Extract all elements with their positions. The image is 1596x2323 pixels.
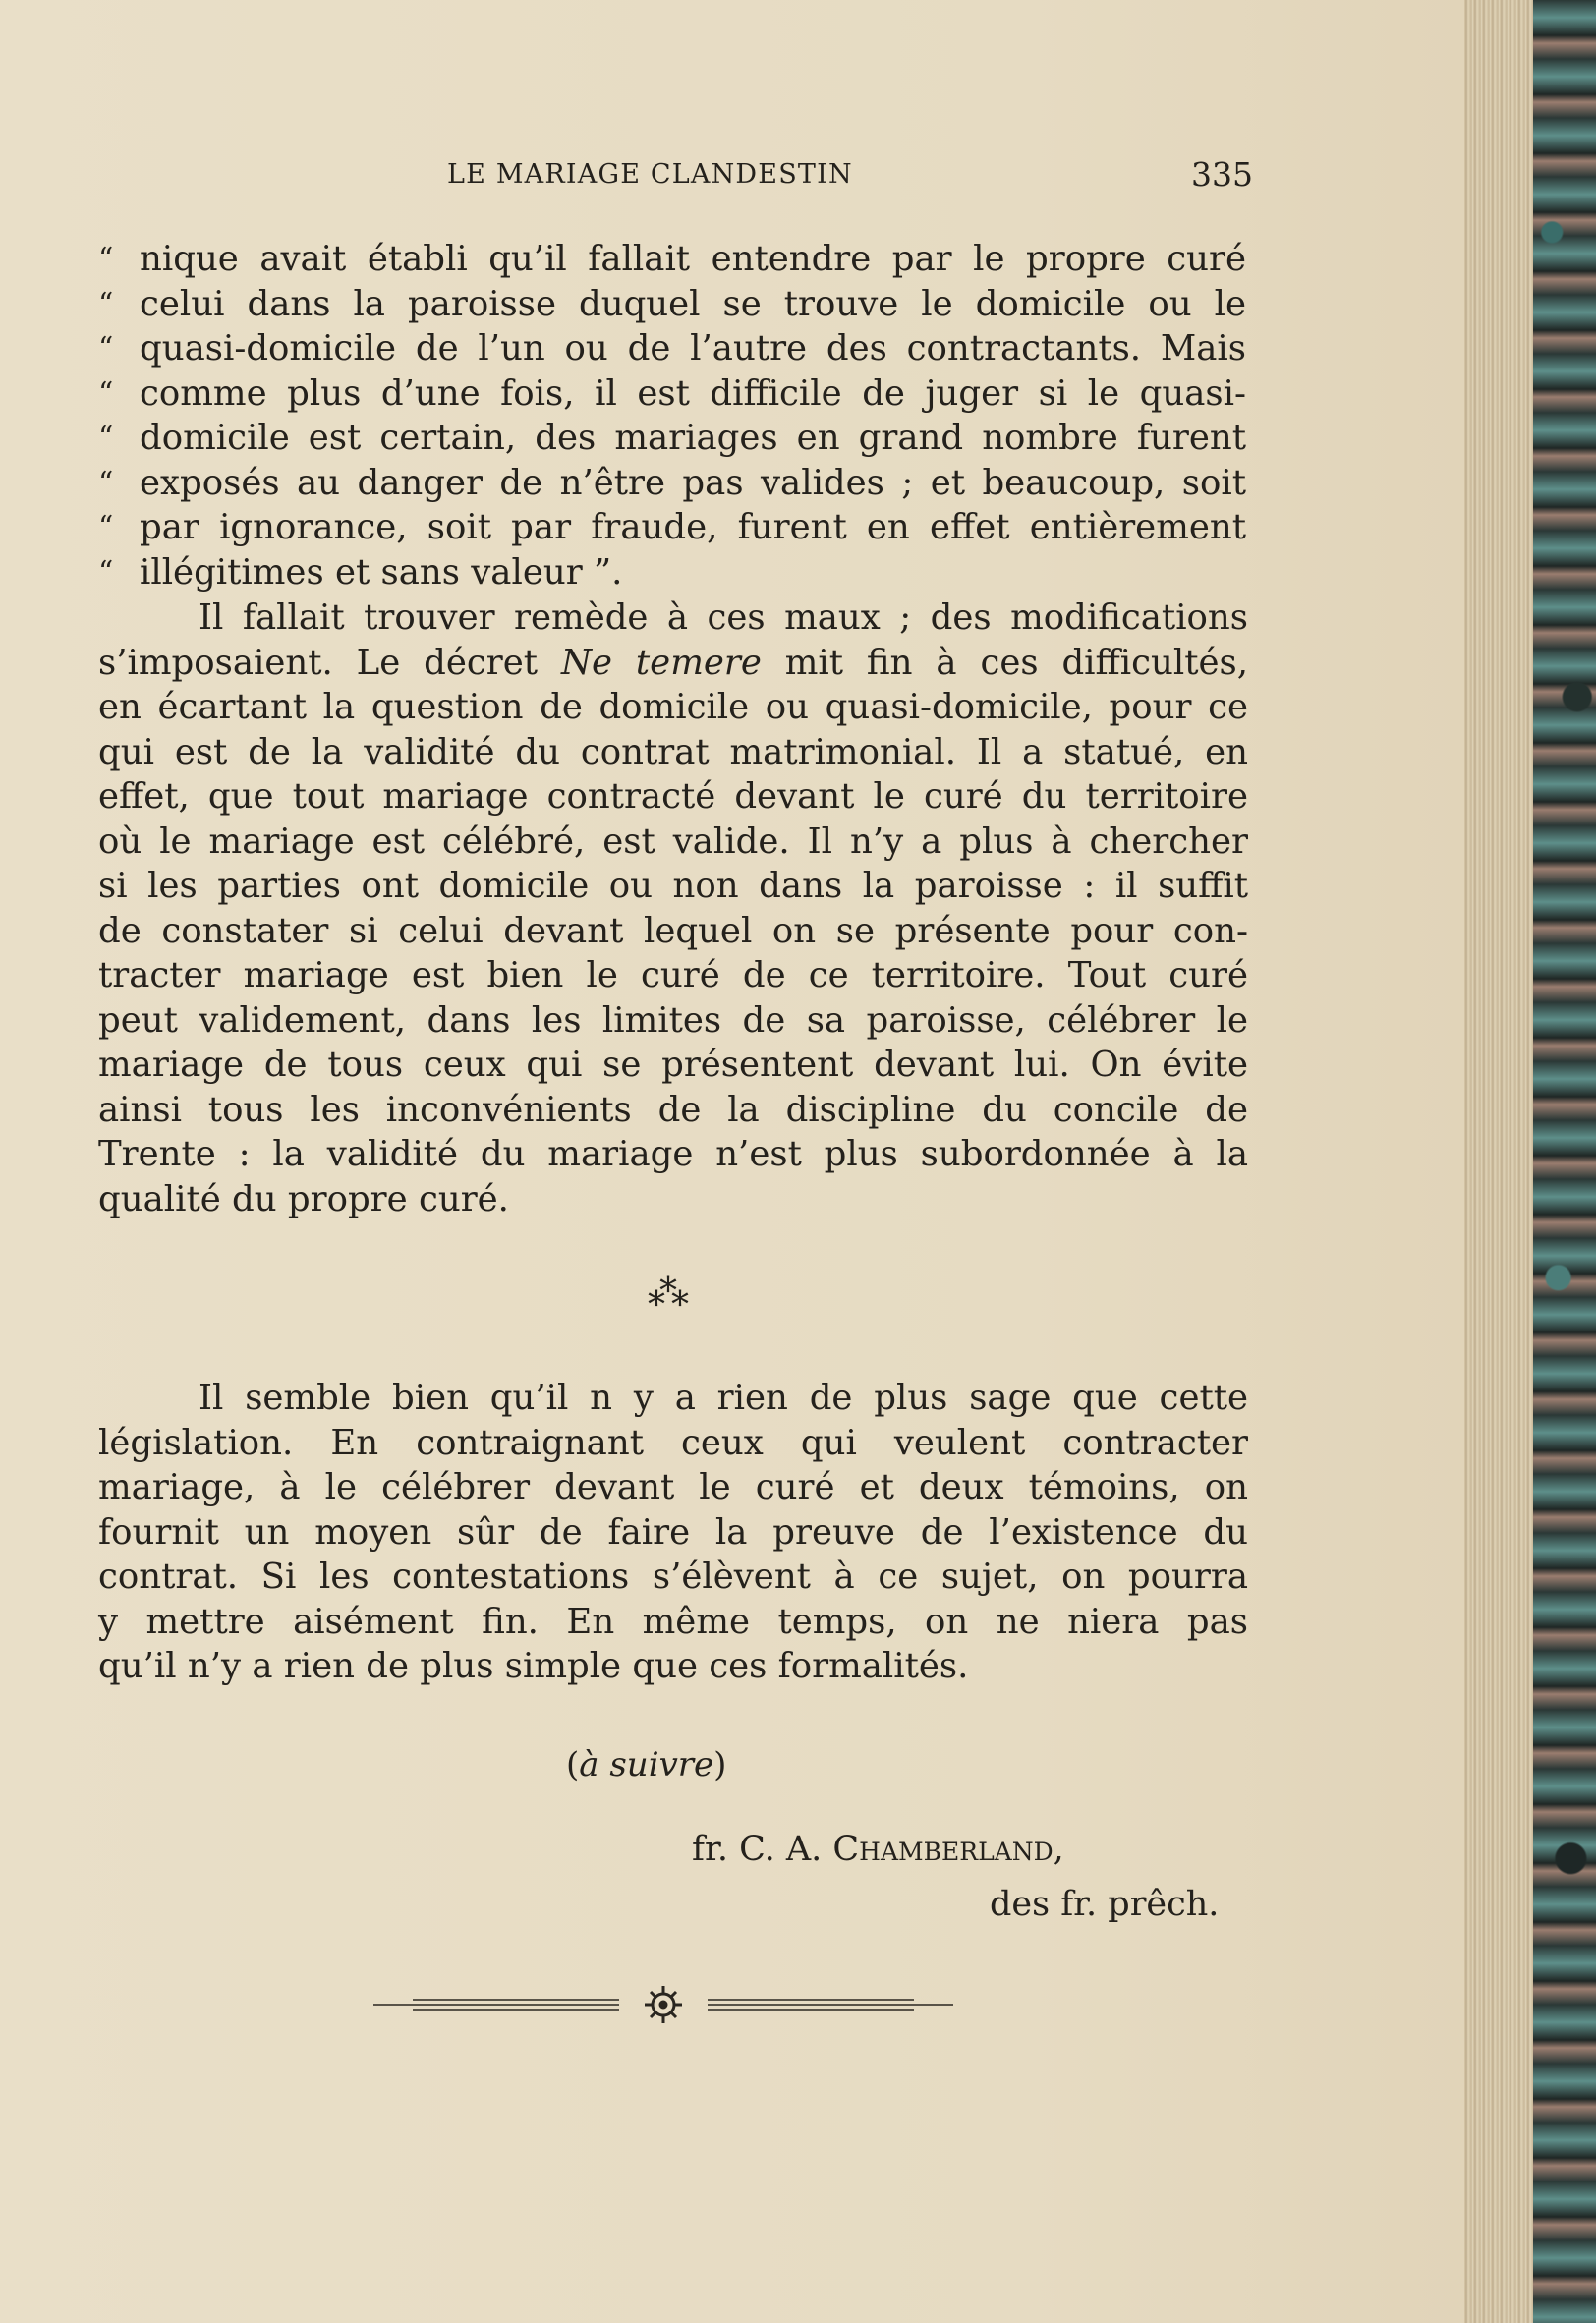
quoted-line: “ quasi-domicile de l’un ou de l’autre des contractants. Mais [98, 326, 1248, 371]
paragraph-line: mariage, à le célébrer devant le curé et deux témoins, on [98, 1467, 1248, 1507]
paragraph-line: y mettre aisément fin. En même temps, on ne niera pas [98, 1601, 1248, 1642]
marbled-edge [1533, 0, 1596, 2323]
author-name: Chamberland [832, 1830, 1054, 1869]
paragraph-line: contrat. Si les contestations s’élèvent à ce sujet, on pourra [98, 1557, 1248, 1597]
paragraph-line: effet, que tout mariage contracté devant le curé du territoire [98, 776, 1248, 817]
quote-mark: “ [98, 421, 114, 455]
paragraph-line: qui est de la validité du contrat matrimonial. Il a statué, en [98, 731, 1248, 772]
paragraph-line: qu’il n’y a rien de plus simple que ces formalités. [98, 1646, 969, 1686]
paragraph-line: de constater si celui devant lequel on se présente pour con- [98, 910, 1248, 951]
quoted-line: “ nique avait établi qu’il fallait entendre par le propre curé [98, 237, 1248, 282]
quote-mark: “ [98, 331, 114, 366]
quote-mark: “ [98, 242, 114, 276]
quoted-line: “ comme plus d’une fois, il est difficile de juger si le quasi- [98, 371, 1248, 417]
quoted-passage [98, 237, 1248, 595]
quote-mark: “ [98, 286, 114, 321]
paragraph-line: législation. En contraignant ceux qui veulent contracter [98, 1422, 1248, 1463]
header-title: LE MARIAGE CLANDESTIN [447, 159, 853, 190]
quoted-line: “ par ignorance, soit par fraude, furent en effet entièrement [98, 505, 1248, 550]
paragraph-line: ainsi tous les inconvénients de la discipline du concile de [98, 1089, 1248, 1130]
paragraph-line: Il semble bien qu’il n y a rien de plus sage que cette [199, 1378, 1248, 1418]
paragraph-line: en écartant la question de domicile ou quasi-domicile, pour ce [98, 687, 1248, 727]
paragraph-line: Il fallait trouver remède à ces maux ; des modifications [199, 597, 1248, 638]
paragraph-line: tracter mariage est bien le curé de ce territoire. Tout curé [98, 955, 1248, 995]
quoted-line: “ illégitimes et sans valeur ”. [98, 550, 1248, 595]
quote-mark: “ [98, 375, 114, 411]
paragraph-line: Trente : la validité du mariage n’est plus subordonnée à la [98, 1134, 1248, 1174]
decree-name: Ne temere [560, 642, 762, 683]
quote-mark: “ [98, 510, 114, 544]
quoted-line: “ domicile est certain, des mariages en grand nombre furent [98, 416, 1248, 461]
paragraph-line: s’imposaient. Le décret Ne temere mit fin à ces difficultés, [98, 642, 1248, 683]
author-title: des fr. prêch. [990, 1885, 1220, 1924]
paragraph-line: qualité du propre curé. [98, 1178, 509, 1219]
quote-mark: “ [98, 465, 114, 500]
paragraph-2 [98, 1376, 1248, 1689]
quoted-line: “ exposés au danger de n’être pas valides ; et beaucoup, soit [98, 461, 1248, 506]
paragraph-line: si les parties ont domicile ou non dans la paroisse : il suffit [98, 866, 1248, 906]
paragraph-line: fournit un moyen sûr de faire la preuve de l’existence du [98, 1511, 1248, 1553]
asterism-divider: *** [648, 1272, 683, 1326]
running-head [447, 155, 1253, 195]
end-ornament [373, 1985, 953, 2024]
paragraph-line: mariage de tous ceux qui se présentent devant lui. On évite [98, 1045, 1248, 1085]
quote-mark: “ [98, 554, 114, 590]
author-signature: fr. C. A. Chamberland, [692, 1830, 1064, 1869]
quoted-line: “ celui dans la paroisse duquel se trouve le domicile ou le [98, 282, 1248, 327]
paragraph-line: où le mariage est célébré, est valide. Il n’y a plus à chercher [98, 821, 1248, 862]
paragraph-1 [98, 595, 1248, 1221]
paragraph-line: peut validement, dans les limites de sa paroisse, célébrer le [98, 999, 1248, 1041]
page-number: 335 [1191, 155, 1253, 194]
page-edges [1464, 0, 1533, 2323]
to-be-continued: (à suivre) [566, 1745, 727, 1785]
